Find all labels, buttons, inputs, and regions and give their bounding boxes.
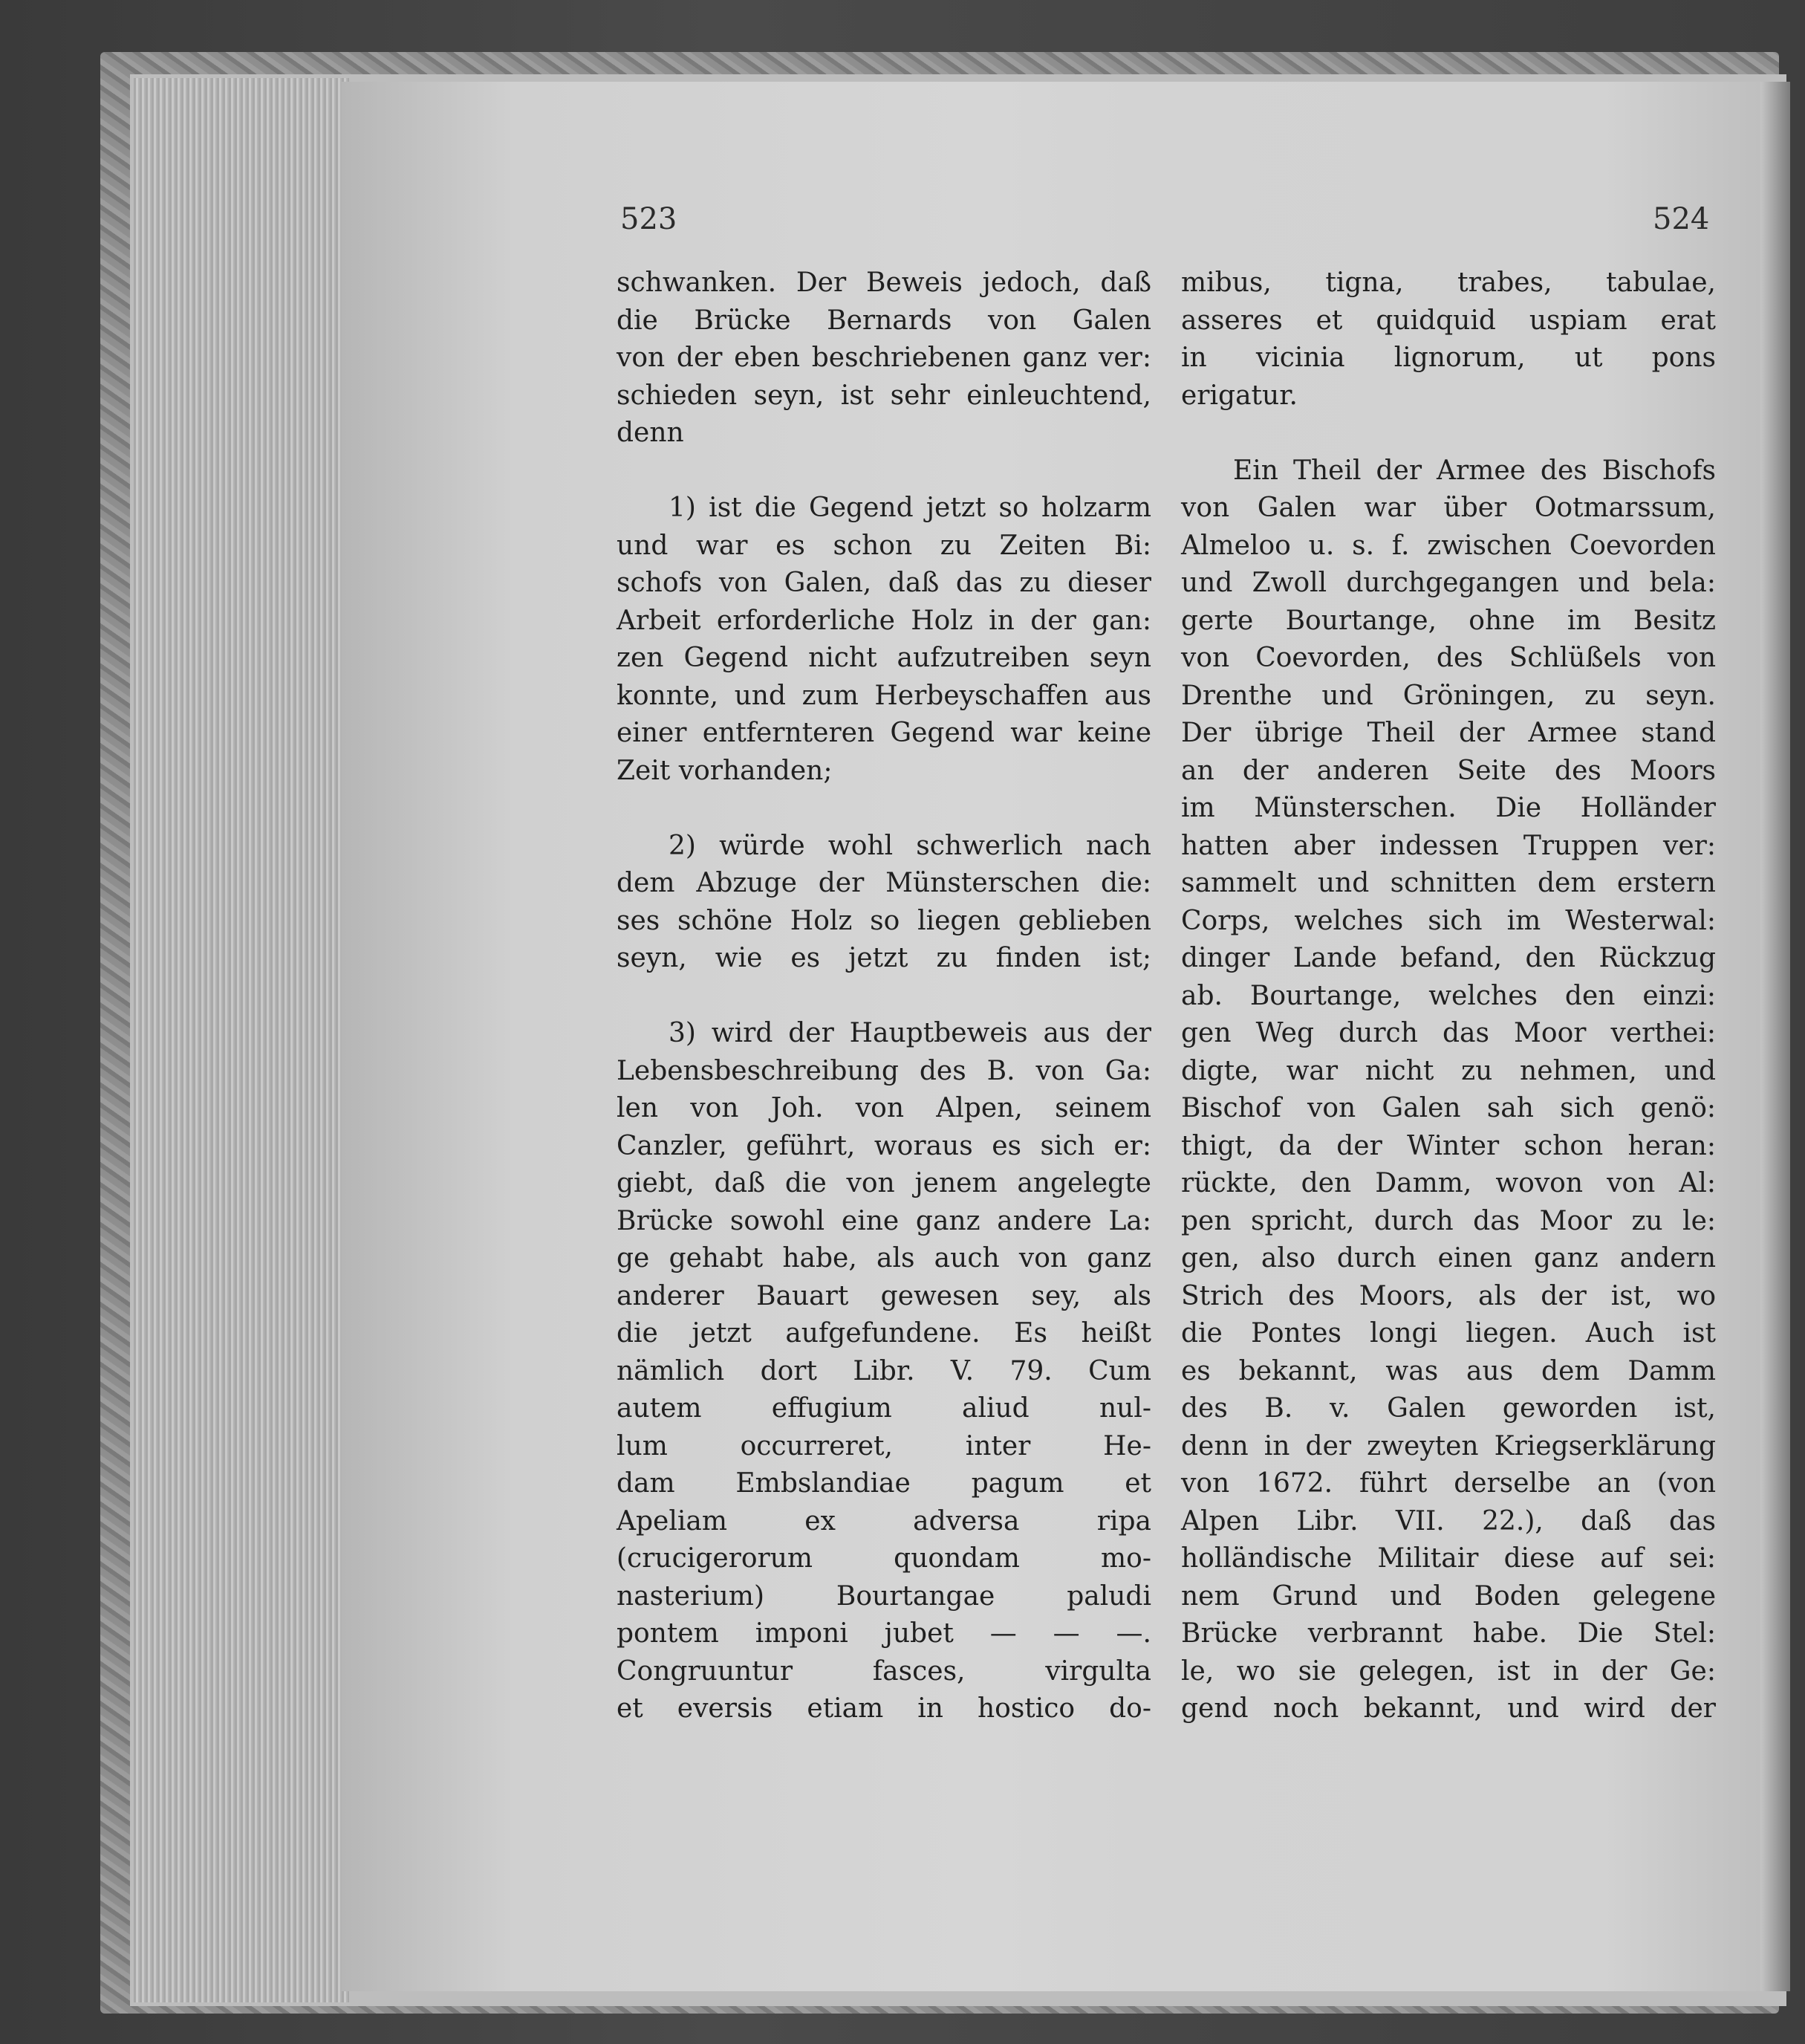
text-line: in vicinia lignorum, ut pons	[1181, 343, 1716, 373]
text-line: schofs von Galen, daß das zu dieser	[617, 568, 1151, 598]
text-line: Canzler, geführt, woraus es sich er:	[617, 1130, 1151, 1161]
text-line: an der anderen Seite des Moors	[1181, 755, 1716, 786]
text-line: nasterium) Bourtangae paludi	[617, 1580, 1151, 1612]
text-line: dem Abzuge der Münsterschen die:	[617, 868, 1151, 898]
text-line: denn	[617, 418, 684, 448]
page-number-right: 524	[1653, 202, 1710, 236]
text-line: dinger Lande befand, den Rückzug	[1181, 943, 1716, 973]
text-line: seyn, wie es jetzt zu finden ist;	[617, 943, 1151, 973]
text-line: im Münsterschen. Die Holländer	[1181, 793, 1716, 823]
text-line: Alpen Libr. VII. 22.), daß das	[1181, 1505, 1716, 1537]
text-line: hatten aber indessen Truppen ver:	[1181, 830, 1716, 861]
text-line: denn in der zweyten Kriegserklärung	[1181, 1430, 1716, 1461]
text-line: Drenthe und Gröningen, zu seyn.	[1181, 680, 1716, 711]
gutter-shadow	[1760, 82, 1790, 1991]
text-line: 3) wird der Hauptbeweis aus der	[669, 1018, 1151, 1048]
text-line: nem Grund und Boden gelegene	[1181, 1580, 1716, 1612]
page-edges	[134, 78, 349, 2002]
text-line: einer entfernteren Gegend war keine	[617, 718, 1151, 748]
text-line: rückte, den Damm, wovon von Al:	[1181, 1168, 1716, 1198]
text-line: Brücke sowohl eine ganz andere La:	[617, 1205, 1151, 1236]
text-line: asseres et quidquid uspiam erat	[1181, 305, 1716, 336]
text-line: von 1672. führt derselbe an (von	[1181, 1468, 1716, 1499]
text-line: sammelt und schnitten dem erstern	[1181, 868, 1716, 898]
text-line: gerte Bourtange, ohne im Besitz	[1181, 605, 1716, 636]
text-line: pen spricht, durch das Moor zu le:	[1181, 1205, 1716, 1236]
text-line: lum occurreret, inter He-	[617, 1430, 1151, 1461]
text-line: und war es schon zu Zeiten Bi:	[617, 530, 1151, 561]
paragraph-gap	[617, 790, 1151, 828]
text-line: die jetzt aufgefundene. Es heißt	[617, 1318, 1151, 1349]
text-line: gen, also durch einen ganz andern	[1181, 1243, 1716, 1274]
paragraph-gap	[617, 978, 1151, 1016]
text-line: gend noch bekannt, und wird der	[1181, 1693, 1716, 1724]
text-line: Der übrige Theil der Armee stand	[1181, 718, 1716, 748]
text-line: Almeloo u. s. f. zwischen Coevorden	[1181, 530, 1716, 561]
text-line: schieden seyn, ist sehr einleuchtend,	[617, 380, 1151, 411]
text-line: Ein Theil der Armee des Bischofs	[1233, 455, 1716, 486]
text-line: von Coevorden, des Schlüßels von	[1181, 643, 1716, 673]
left-page-column	[617, 265, 1151, 1728]
text-line: ab. Bourtange, welches den einzi:	[1181, 980, 1716, 1011]
text-line: Arbeit erforderliche Holz in der gan:	[617, 605, 1151, 636]
text-line: et eversis etiam in hostico do-	[617, 1693, 1151, 1724]
paragraph-gap	[1181, 415, 1716, 452]
text-line: le, wo sie gelegen, ist in der Ge:	[1181, 1655, 1716, 1687]
text-line: die Brücke Bernards von Galen	[617, 305, 1151, 336]
text-line: von der eben beschriebenen ganz ver:	[617, 343, 1151, 373]
text-line: digte, war nicht zu nehmen, und	[1181, 1055, 1716, 1086]
text-line: dam Embslandiae pagum et	[617, 1468, 1151, 1499]
text-line: gen Weg durch das Moor verthei:	[1181, 1018, 1716, 1048]
text-line: pontem imponi jubet — — —.	[617, 1618, 1151, 1649]
text-line: Apeliam ex adversa ripa	[617, 1505, 1151, 1537]
text-line: mibus, tigna, trabes, tabulae,	[1181, 267, 1716, 298]
text-line: (crucigerorum quondam mo-	[617, 1543, 1151, 1574]
text-line: nämlich dort Libr. V. 79. Cum	[617, 1355, 1151, 1386]
text-line: zen Gegend nicht aufzutreiben seyn	[617, 643, 1151, 673]
text-line: erigatur.	[1181, 380, 1298, 411]
text-line: 1) ist die Gegend jetzt so holzarm	[669, 493, 1151, 523]
text-line: Congruuntur fasces, virgulta	[617, 1655, 1151, 1687]
text-line: schwanken. Der Beweis jedoch, daß	[617, 267, 1151, 298]
text-line: die Pontes longi liegen. Auch ist	[1181, 1318, 1716, 1349]
text-line: holländische Militair diese auf sei:	[1181, 1543, 1716, 1574]
text-line: konnte, und zum Herbeyschaffen aus	[617, 680, 1151, 711]
page-number-left: 523	[620, 202, 677, 236]
text-line: Zeit vorhanden;	[617, 755, 833, 786]
text-line: Lebensbeschreibung des B. von Ga:	[617, 1055, 1151, 1086]
text-line: giebt, daß die von jenem angelegte	[617, 1168, 1151, 1198]
paragraph-gap	[617, 452, 1151, 490]
text-line: Strich des Moors, als der ist, wo	[1181, 1280, 1716, 1311]
text-line: len von Joh. von Alpen, seinem	[617, 1093, 1151, 1123]
text-line: anderer Bauart gewesen sey, als	[617, 1280, 1151, 1311]
text-line: es bekannt, was aus dem Damm	[1181, 1355, 1716, 1386]
text-line: Corps, welches sich im Westerwal:	[1181, 905, 1716, 936]
text-line: und Zwoll durchgegangen und bela:	[1181, 568, 1716, 598]
text-line: von Galen war über Ootmarssum,	[1181, 493, 1716, 523]
text-line: 2) würde wohl schwerlich nach	[669, 830, 1151, 861]
text-line: ses schöne Holz so liegen geblieben	[617, 905, 1151, 936]
text-line: thigt, da der Winter schon heran:	[1181, 1130, 1716, 1161]
text-line: autem effugium aliud nul-	[617, 1393, 1151, 1424]
text-line: ge gehabt habe, als auch von ganz	[617, 1243, 1151, 1274]
text-line: Brücke verbrannt habe. Die Stel:	[1181, 1618, 1716, 1649]
text-line: Bischof von Galen sah sich genö:	[1181, 1093, 1716, 1123]
right-page-column	[1181, 265, 1716, 1728]
text-line: des B. v. Galen geworden ist,	[1181, 1393, 1716, 1424]
